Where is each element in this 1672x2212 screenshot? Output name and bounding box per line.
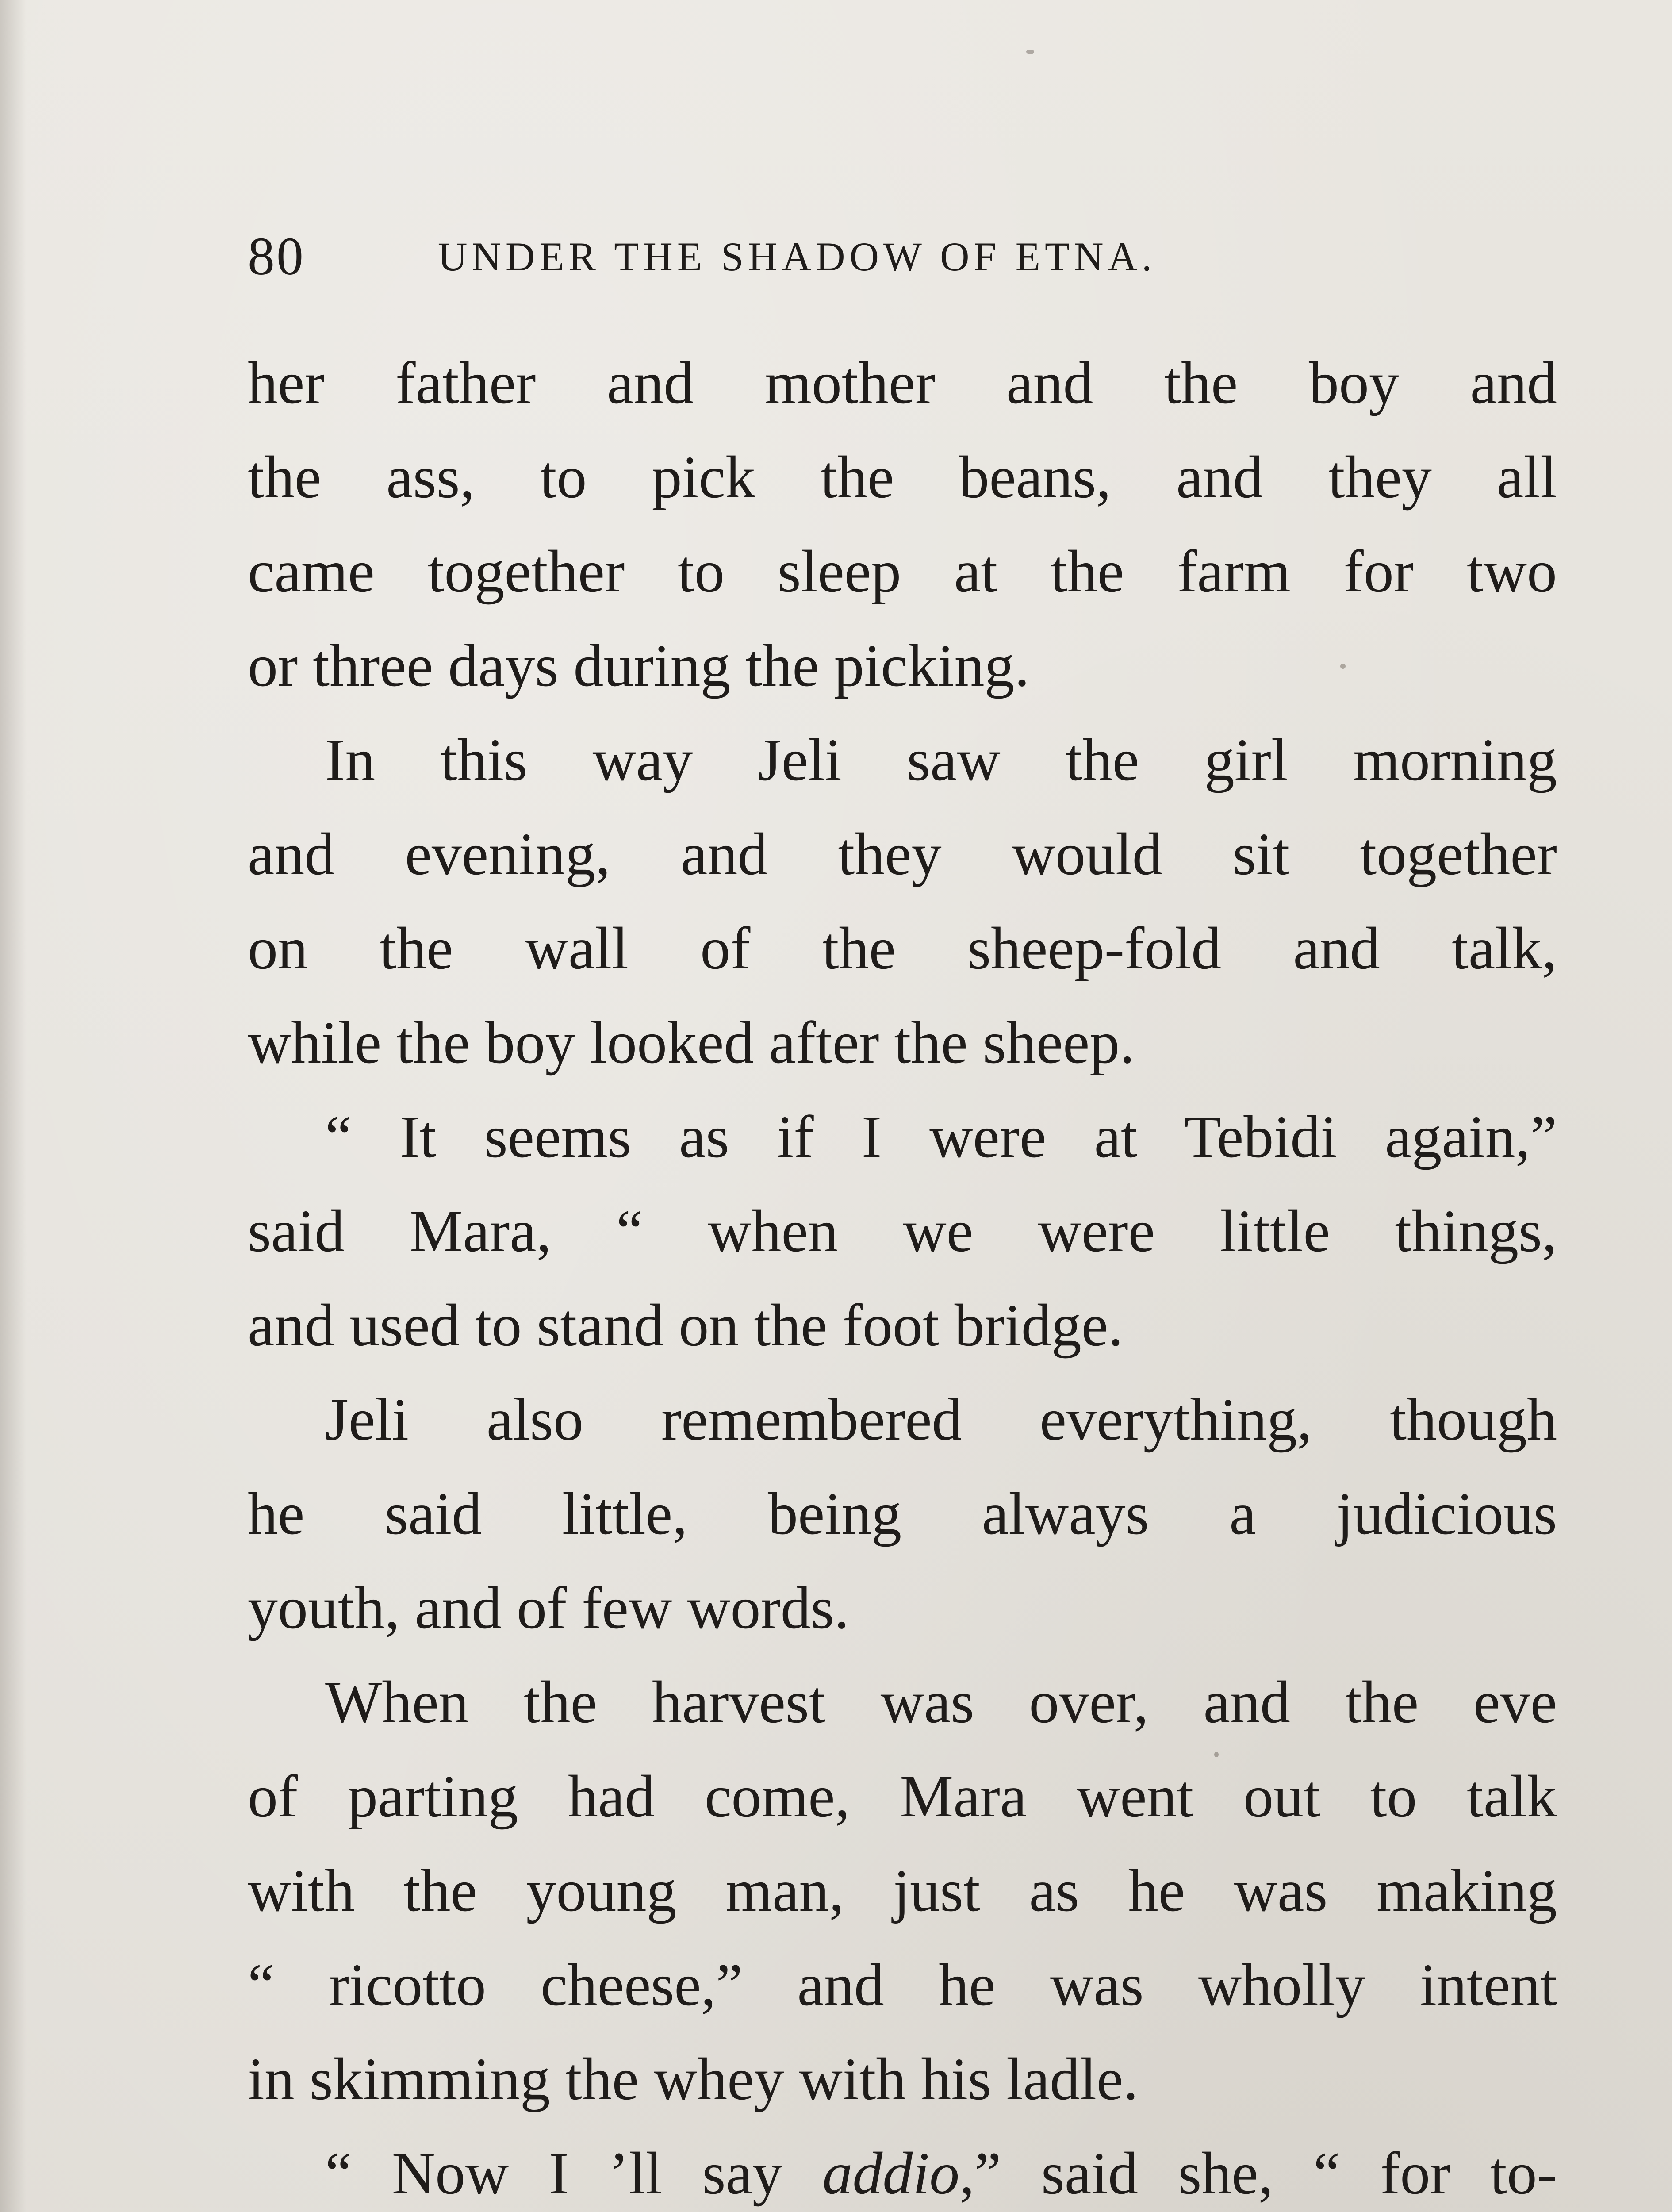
page-gutter-shadow <box>0 0 27 2212</box>
text-line: on the wall of the sheep-fold and talk, <box>248 915 1557 982</box>
text-line: “ It seems as if I were at Tebidi again,” <box>325 1104 1557 1170</box>
body-lines <box>248 336 1557 2127</box>
text-line: he said little, being always a judicious <box>248 1481 1557 1547</box>
running-head <box>248 212 1557 301</box>
text-line: of parting had come, Mara went out to talk <box>248 1763 1557 1830</box>
text-line: in skimming the whey with his ladle. <box>248 2046 1139 2112</box>
text-line: When the harvest was over, and the eve <box>325 1669 1557 1736</box>
text-line: and evening, and they would sit together <box>248 821 1557 887</box>
body-text <box>248 336 1557 2212</box>
text-line: the ass, to pick the beans, and they all <box>248 444 1557 511</box>
running-head-title: UNDER THE SHADOW OF ETNA. <box>438 234 1157 279</box>
text-line: or three days during the picking. <box>248 633 1030 699</box>
text-line: said Mara, “ when we were little things, <box>248 1198 1557 1264</box>
text-line: youth, and of few words. <box>248 1575 849 1641</box>
text-line: her father and mother and the boy and <box>248 350 1557 416</box>
paper-speck <box>1026 50 1034 54</box>
text-line: Jeli also remembered everything, though <box>325 1386 1557 1453</box>
text-line: came together to sleep at the farm for two <box>248 538 1557 605</box>
text-line <box>248 2127 1557 2212</box>
dialogue-text: “ Now I ’ll say <box>325 2140 823 2207</box>
italic-word: addio <box>822 2140 960 2207</box>
text-line: while the boy looked after the sheep. <box>248 1010 1135 1076</box>
text-line: “ ricotto cheese,” and he was wholly intent <box>248 1952 1557 2018</box>
page-number: 80 <box>248 227 305 286</box>
text-line: In this way Jeli saw the girl morning <box>325 727 1557 793</box>
dialogue-text: ,” said she, “ for to- <box>959 2140 1557 2207</box>
text-line: with the young man, just as he was making <box>248 1858 1557 1924</box>
text-line: and used to stand on the foot bridge. <box>248 1292 1124 1359</box>
